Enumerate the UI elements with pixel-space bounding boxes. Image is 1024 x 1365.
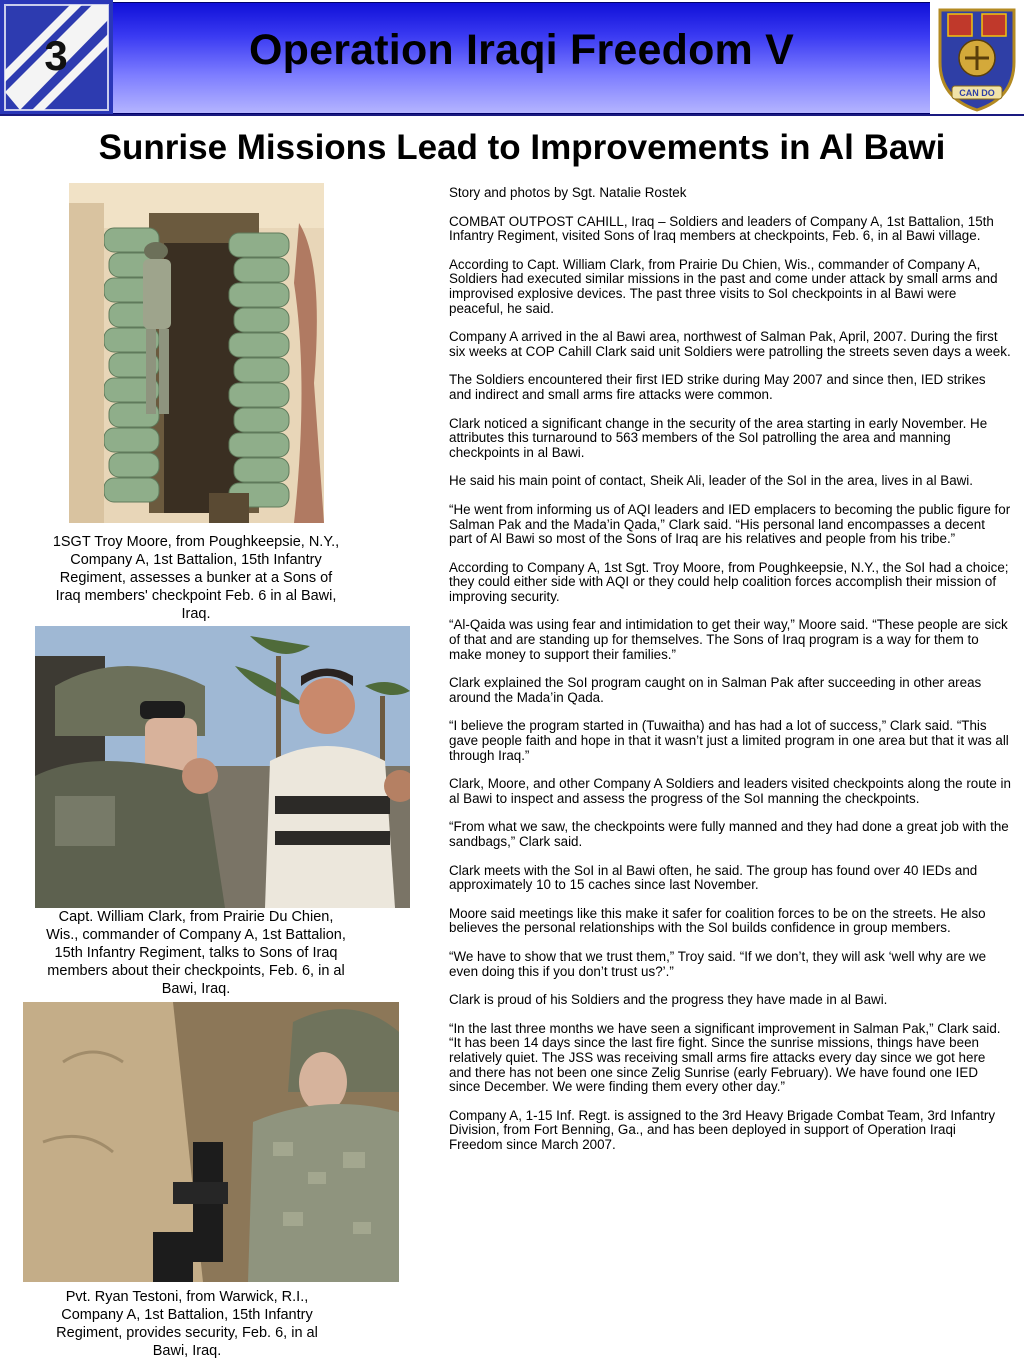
- story-paragraph: The Soldiers encountered their first IED strike during May 2007 and since then, IED strikes and indirect and small arms fire attacks were common.: [449, 372, 986, 402]
- photo-bunker: [69, 183, 324, 523]
- caption-photo-bunker: 1SGT Troy Moore, from Poughkeepsie, N.Y., Company A, 1st Battalion, 15th Infantry Regiment, assesses a bunker at a Sons of Iraq members' checkpoint Feb. 6 in al Bawi, Iraq.: [52, 534, 340, 622]
- article-headline: Sunrise Missions Lead to Improvements in Al Bawi: [98, 128, 946, 167]
- story-paragraph: Clark noticed a significant change in the security of the area starting in early November. He attributes this turnaround to 563 members of the SoI patrolling the area and manning checkpoints in al Bawi.: [449, 415, 988, 460]
- story-paragraph: Clark meets with the SoI in al Bawi often, he said. The group has found over 40 IEDs and approximately 10 to 15 caches since last November.: [449, 862, 978, 893]
- story-paragraph: Clark is proud of his Soldiers and the progress they have made in al Bawi.: [449, 992, 888, 1008]
- masthead-divider: [0, 114, 1024, 116]
- 3rd-infantry-division-logo: [0, 0, 113, 115]
- story-paragraph: “Al-Qaida was using fear and intimidation to get their way,” Moore said. “These people are sick of that and are standing up for themselves. The Sons of Iraq program is a way for them to make money to support their families.”: [449, 617, 1008, 662]
- story-paragraph: Clark, Moore, and other Company A Soldiers and leaders visited checkpoints along the route in al Bawi to inspect and assess the progress of the SoI manning the checkpoints.: [449, 776, 1011, 806]
- story-paragraph: Clark explained the SoI program caught on in Salman Pak after succeeding in other areas around the Mada’in Qada.: [449, 675, 982, 705]
- story-paragraph: COMBAT OUTPOST CAHILL, Iraq – Soldiers and leaders of Company A, 1st Battalion, 15th Infantry Regiment, visited Sons of Iraq members at checkpoints, Feb. 6, in al Bawi village.: [449, 213, 994, 244]
- story-paragraph: According to Capt. William Clark, from Prairie Du Chien, Wis., commander of Company A, Soldiers had executed similar missions in the past and come under attack by small arms and improvised explosive devices. The past three visits to SoI checkpoints in al Bawi were peaceful, he said.: [449, 256, 998, 316]
- masthead: [0, 0, 1024, 115]
- story-paragraph: “From what we saw, the checkpoints were fully manned and they had done a great job with the sandbags,” Clark said.: [449, 819, 1009, 849]
- story-paragraph: Moore said meetings like this make it safer for coalition forces to be on the streets. He also believes the personal relationships with the SoI builds confidence in group members.: [449, 905, 986, 936]
- caption-photo-testoni: Pvt. Ryan Testoni, from Warwick, R.I., Company A, 1st Battalion, 15th Infantry Regiment, provides security, Feb. 6, in al Bawi, Iraq.: [56, 1289, 318, 1359]
- story-paragraph: He said his main point of contact, Sheik Ali, leader of the SoI in the area, lives in al Bawi.: [449, 473, 974, 489]
- story-paragraph: According to Company A, 1st Sgt. Troy Moore, from Poughkeepsie, N.Y., the SoI had a choice; they could either side with AQI or they could help coalition forces accomplish their mission of improving security.: [449, 559, 1009, 604]
- photo-testoni-security: [23, 1002, 399, 1282]
- story-paragraph: Company A, 1-15 Inf. Regt. is assigned to the 3rd Heavy Brigade Combat Team, 3rd Infantry Division, from Fort Benning, Ga., and has been deployed in support of Operation Iraqi Freedom since March 2007.: [449, 1107, 996, 1152]
- article-body: [449, 186, 1011, 1167]
- caption-photo-clark: Capt. William Clark, from Prairie Du Chien, Wis., commander of Company A, 1st Battalion, 15th Infantry Regiment, talks to Sons of Iraq members about their checkpoints, Feb. 6, in al Bawi, Iraq.: [46, 909, 346, 997]
- story-byline: Story and photos by Sgt. Natalie Rostek: [449, 185, 687, 200]
- publication-title: Operation Iraqi Freedom V: [249, 26, 794, 74]
- story-paragraph: “He went from informing us of AQI leaders and IED emplacers to becoming the public figure for Salman Pak and the Mada’in Qada,” Clark said. “His personal land encompasses a decent part of Al Bawi so most of the Sons of Iraq are his relatives and people from his tribe.”: [449, 501, 1011, 547]
- crest-motto: CAN DO: [959, 88, 995, 98]
- photo-clark-talking: [35, 626, 410, 908]
- story-paragraph: “We have to show that we trust them,” Troy said. “If we don’t, they will ask ‘well why are we even doing this if you don’t trust us?’.”: [449, 948, 987, 979]
- can-do-crest-logo: [930, 0, 1024, 115]
- division-number: 3: [44, 32, 68, 79]
- story-paragraph: “I believe the program started in (Tuwaitha) and has had a lot of success,” Clark said. “This gave people faith and hope in that it wasn’t just a limited program in one area but that it was all through Iraq.”: [449, 718, 1009, 763]
- story-paragraph: “In the last three months we have seen a significant improvement in Salman Pak,” Clark said. “It has been 14 days since the last fire fight. Since the sunrise missions, things have been relatively quiet. The JSS was receiving small arms fire attacks every day since we got here and there has not been one since Zelig Sunrise (early February). We have found one IED since December. We were finding them every other day.”: [449, 1020, 1001, 1095]
- story-paragraph: Company A arrived in the al Bawi area, northwest of Salman Pak, April, 2007. During the first six weeks at COP Cahill Clark said unit Soldiers were patrolling the streets seven days a week.: [449, 329, 1011, 359]
